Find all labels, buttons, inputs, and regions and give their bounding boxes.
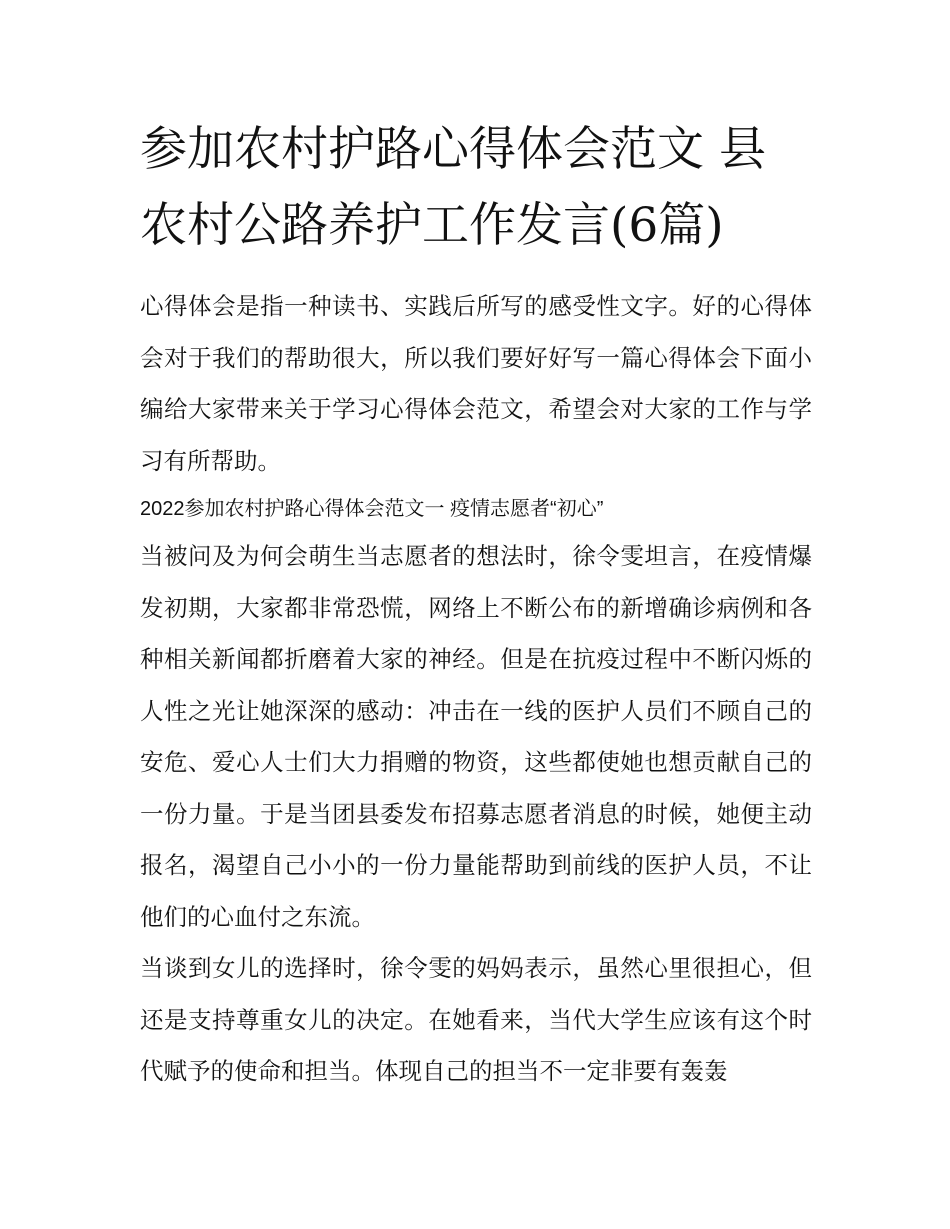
body-paragraph-2: 当谈到女儿的选择时，徐令雯的妈妈表示，虽然心里很担心，但还是支持尊重女儿的决定。在她看来，当代大学生应该有这个时代赋予的使命和担当。体现自己的担当不一定非要有轰轰 [140, 954, 812, 1085]
body-paragraph-1: 当被问及为何会萌生当志愿者的想法时，徐令雯坦言，在疫情爆发初期，大家都非常恐慌，网络上不断公布的新增确诊病例和各种相关新闻都折磨着大家的神经。但是在抗疫过程中不断闪烁的人性之光让她深深的感动：冲击在一线的医护人员们不顾自己的安危、爱心人士们大力捐赠的物资，这些都使她也想贡献自己的一份力量。于是当团县委发布招募志愿者消息的时候，她便主动报名，渴望自己小小的一份力量能帮助到前线的医护人员，不让他们的心血付之东流。 [140, 542, 812, 931]
document-title: 参加农村护路心得体会范文 县农村公路养护工作发言(6篇) [140, 122, 766, 253]
document-body [140, 112, 812, 1098]
section-heading: 2022参加农村护路心得体会范文一 疫情志愿者“初心” [140, 498, 604, 520]
intro-paragraph: 心得体会是指一种读书、实践后所写的感受性文字。好的心得体会对于我们的帮助很大，所以我们要好好写一篇心得体会下面小编给大家带来关于学习心得体会范文，希望会对大家的工作与学习有所帮助。 [140, 292, 812, 475]
